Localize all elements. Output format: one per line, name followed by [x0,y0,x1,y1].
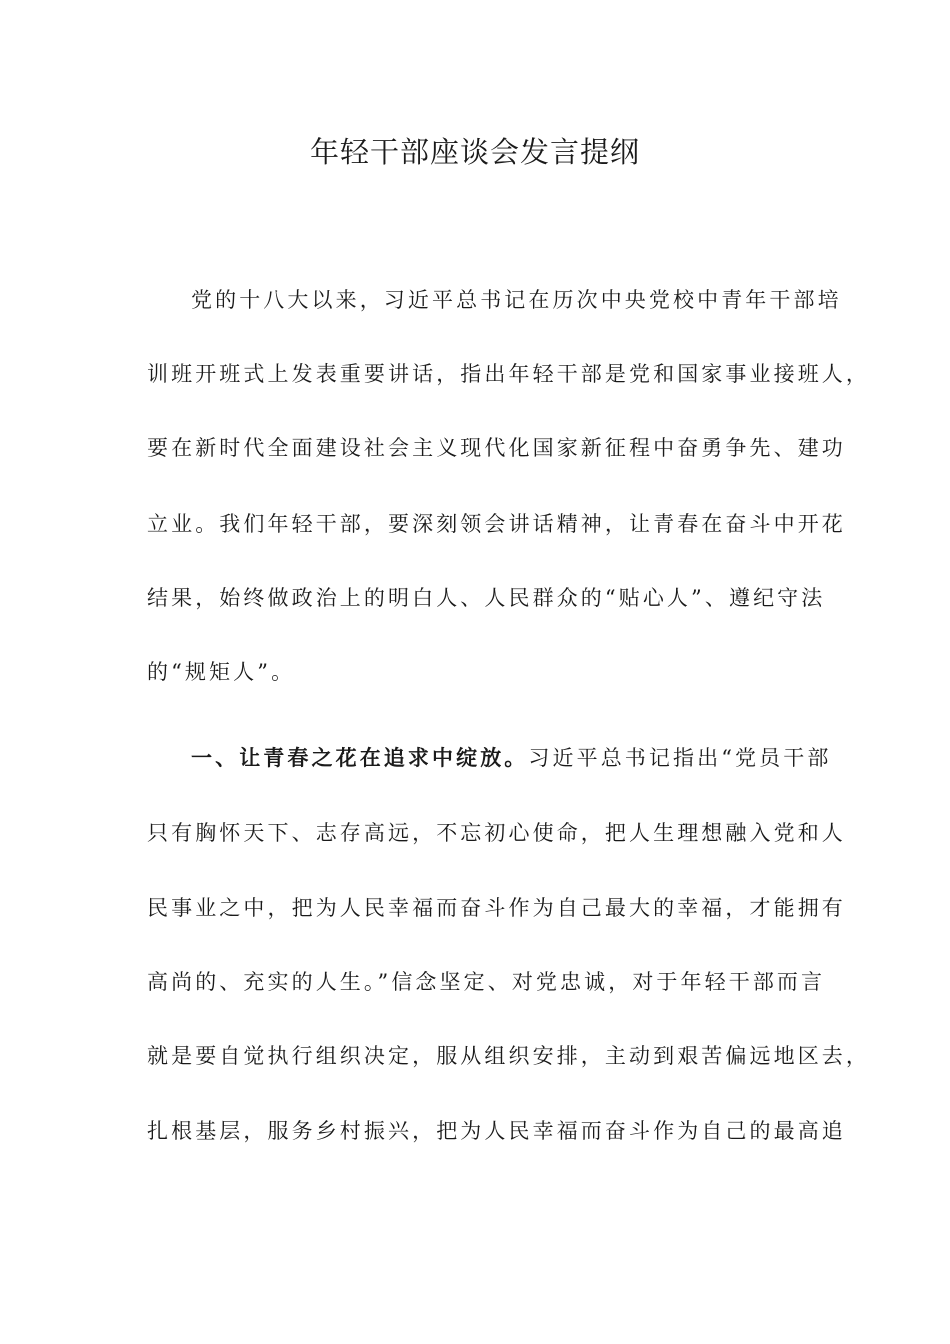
section-heading: 一、让青春之花在追求中绽放。 [191,745,529,770]
paragraph-line: 民事业之中，把为人民幸福而奋斗作为自己最大的幸福，才能拥有 [147,896,846,920]
paragraph-line: 就是要自觉执行组织决定，服从组织安排，主动到艰苦偏远地区去， [147,1044,870,1068]
paragraph-line: 只有胸怀天下、志存高远，不忘初心使命，把人生理想融入党和人 [147,821,846,845]
paragraph-line: 要在新时代全面建设社会主义现代化国家新征程中奋勇争先、建功 [147,436,846,460]
paragraph-line: 扎根基层，服务乡村振兴，把为人民幸福而奋斗作为自己的最高追 [147,1119,846,1143]
paragraph-line [147,743,832,773]
section-first-line-text: 习近平总书记指出“党员干部 [528,746,832,770]
paragraph-line: 立业。我们年轻干部，要深刻领会讲话精神，让青春在奋斗中开花 [147,512,846,536]
paragraph-line: 党的十八大以来，习近平总书记在历次中央党校中青年干部培 [191,288,842,312]
paragraph-line: 高尚的、充实的人生。”信念坚定、对党忠诚，对于年轻干部而言 [147,970,826,994]
paragraph-line: 的“规矩人”。 [147,660,296,684]
paragraph-line: 结果，始终做政治上的明白人、人民群众的“贴心人”、遵纪守法 [147,586,826,610]
document-title: 年轻干部座谈会发言提纲 [309,135,640,169]
paragraph-line: 训班开班式上发表重要讲话，指出年轻干部是党和国家事业接班人， [147,362,870,386]
